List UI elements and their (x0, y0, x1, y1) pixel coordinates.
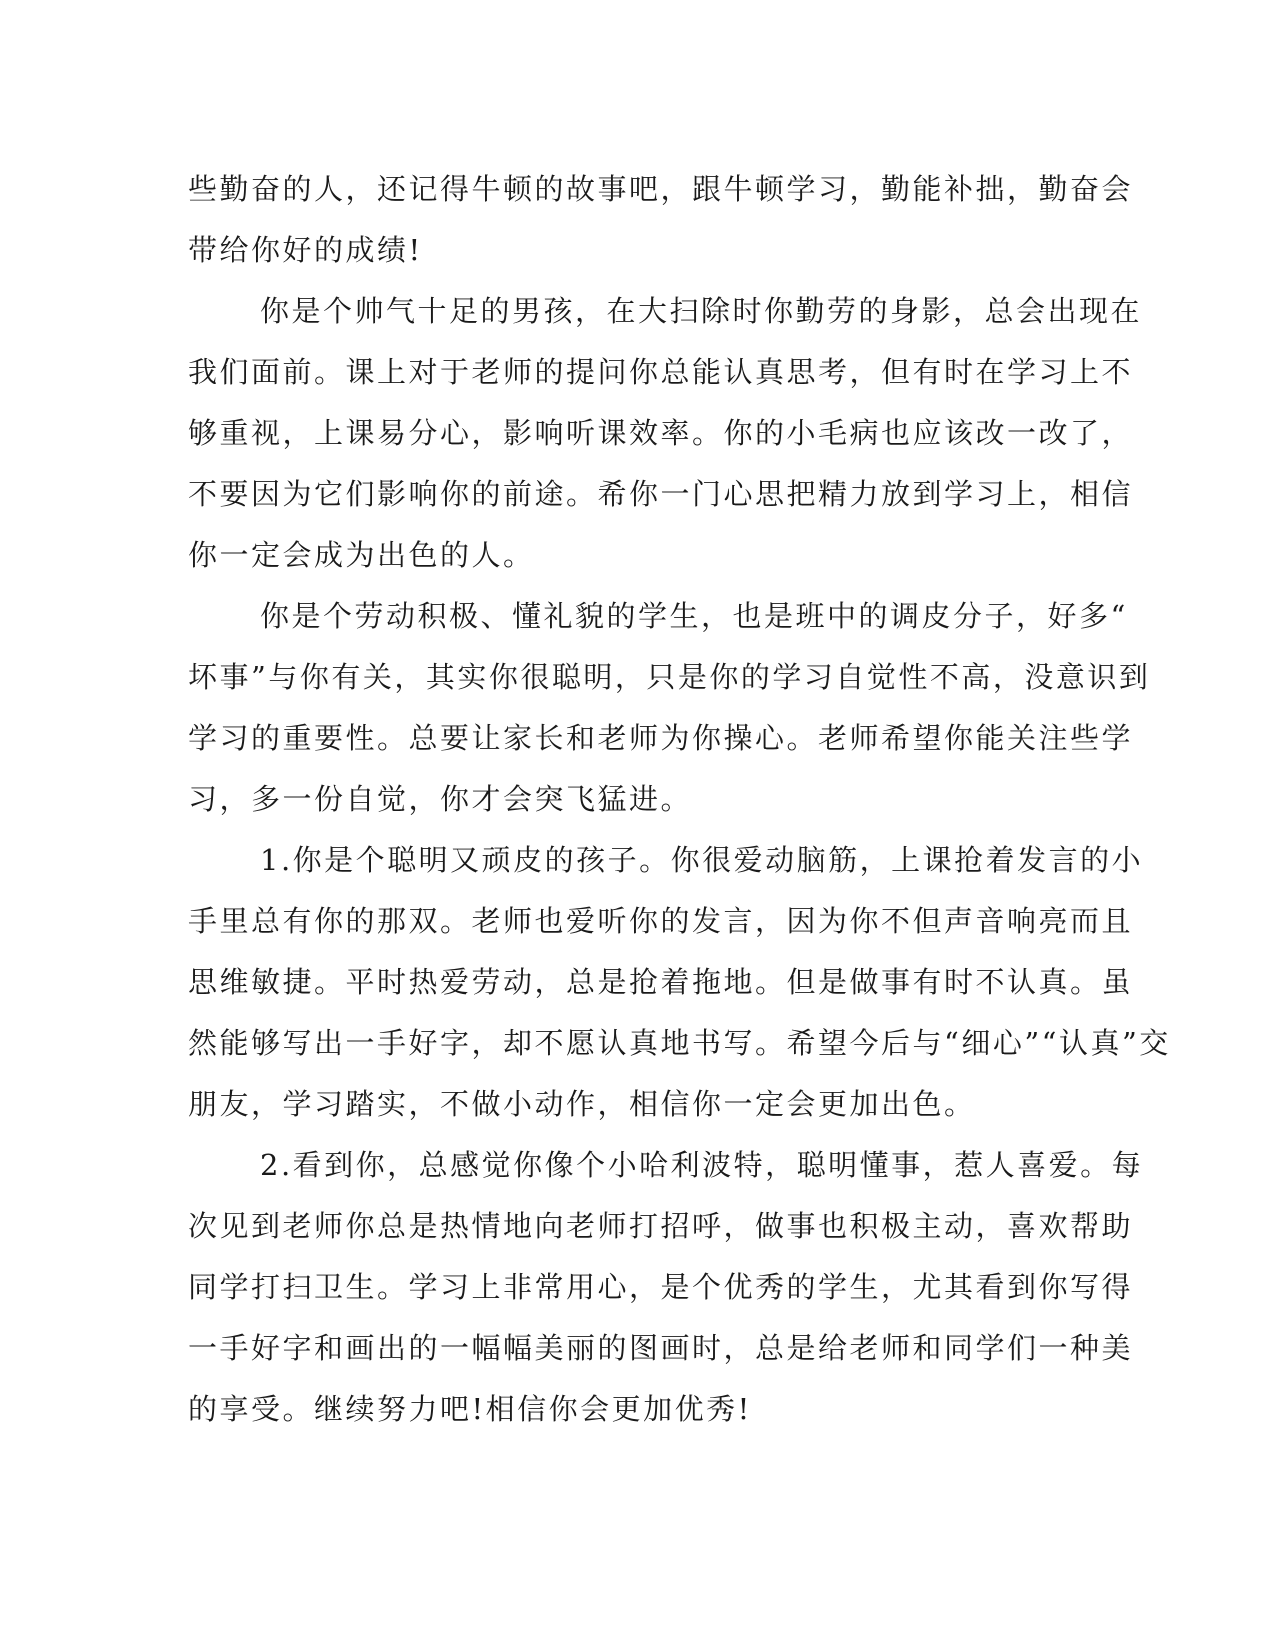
text-line: 些勤奋的人，还记得牛顿的故事吧，跟牛顿学习，勤能补拙，勤奋会 (188, 172, 1134, 206)
text-line: 同学打扫卫生。学习上非常用心，是个优秀的学生，尤其看到你写得 (188, 1270, 1134, 1304)
text-line: 不要因为它们影响你的前途。希你一门心思把精力放到学习上，相信 (188, 477, 1134, 511)
text-line: 坏事”与你有关，其实你很聪明，只是你的学习自觉性不高，没意识到 (188, 660, 1151, 694)
text-line: 2.看到你，总感觉你像个小哈利波特，聪明懂事，惹人喜爱。每 (260, 1148, 1144, 1182)
text-line: 一手好字和画出的一幅幅美丽的图画时，总是给老师和同学们一种美 (188, 1331, 1134, 1365)
text-line: 1.你是个聪明又顽皮的孩子。你很爱动脑筋，上课抢着发言的小 (260, 843, 1144, 877)
text-line: 够重视，上课易分心，影响听课效率。你的小毛病也应该改一改了， (188, 416, 1134, 450)
paragraph-comment-2 (188, 1135, 1144, 1440)
text-line: 你是个劳动积极、懂礼貌的学生，也是班中的调皮分子，好多“ (260, 599, 1128, 633)
paragraph-continuation (188, 159, 1134, 281)
text-line: 朋友，学习踏实，不做小动作，相信你一定会更加出色。 (188, 1087, 976, 1121)
paragraph-handsome-boy (188, 281, 1143, 586)
text-line: 你一定会成为出色的人。 (188, 538, 535, 572)
text-line: 然能够写出一手好字，却不愿认真地书写。希望今后与“细心”“认真”交 (188, 1026, 1171, 1060)
text-line: 次见到老师你总是热情地向老师打招呼，做事也积极主动，喜欢帮助 (188, 1209, 1134, 1243)
paragraph-hardworking-student (188, 586, 1151, 830)
text-line: 带给你好的成绩! (188, 233, 423, 267)
text-line: 学习的重要性。总要让家长和老师为你操心。老师希望你能关注些学 (188, 721, 1134, 755)
text-line: 习，多一份自觉，你才会突飞猛进。 (188, 782, 693, 816)
text-line: 的享受。继续努力吧!相信你会更加优秀! (188, 1392, 752, 1426)
document-body (188, 159, 1171, 1440)
text-line: 手里总有你的那双。老师也爱听你的发言，因为你不但声音响亮而且 (188, 904, 1134, 938)
paragraph-comment-1 (188, 830, 1171, 1135)
text-line: 我们面前。课上对于老师的提问你总能认真思考，但有时在学习上不 (188, 355, 1134, 389)
text-line: 思维敏捷。平时热爱劳动，总是抢着拖地。但是做事有时不认真。虽 (188, 965, 1134, 999)
text-line: 你是个帅气十足的男孩，在大扫除时你勤劳的身影，总会出现在 (260, 294, 1143, 328)
